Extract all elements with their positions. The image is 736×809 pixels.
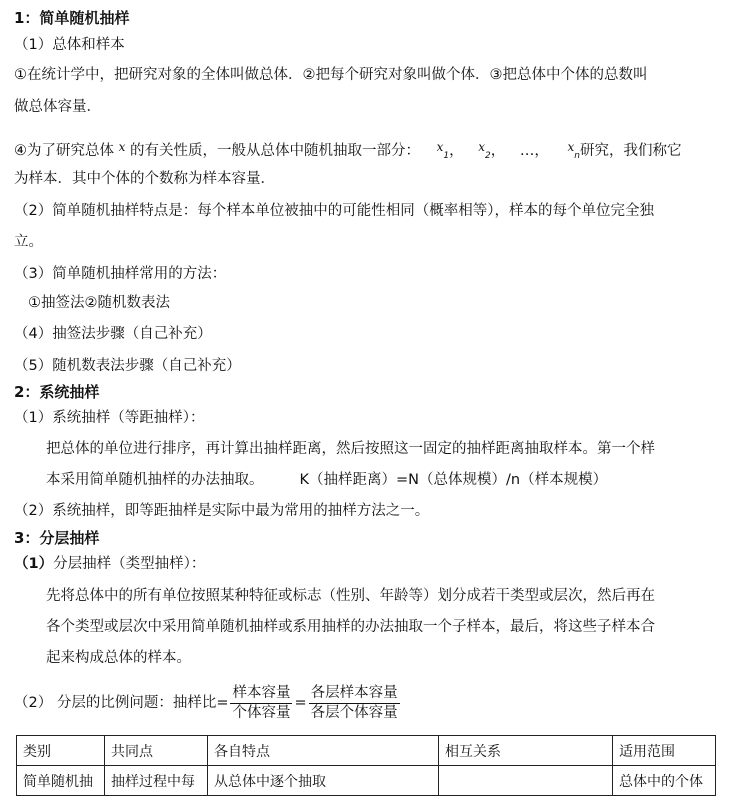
math-x: x [118, 140, 126, 154]
section-3-title: 3：分层抽样 [14, 529, 100, 547]
fraction-2-numerator: 各层样本容量 [309, 685, 400, 704]
sec1-random-table-steps: （5）随机数表法步骤（自己补充） [14, 358, 241, 374]
fraction-sample-ratio [230, 685, 292, 722]
sec1-feature-line-2: 立。 [14, 234, 43, 250]
sec1-feature-line-1: （2）简单随机抽样特点是：每个样本单位被抽中的可能性相同（概率相等），样本的每个单位完全独 [14, 203, 654, 219]
sec1-definition-line-2: 做总体容量． [14, 99, 101, 115]
sec3-proportion-formula [14, 683, 402, 723]
math-x1: x [436, 140, 444, 154]
sec3-description-line-2: 各个类型或层次中采用简单随机抽样或系用抽样的办法抽取一个子样本，最后，将这些子样本合 [46, 619, 655, 635]
math-ellipsis: …， [519, 143, 549, 159]
sec1-definition-line-1: ①在统计学中，把研究对象的全体叫做总体．②把每个研究对象叫做个体．③把总体中个体的总数叫 [14, 67, 648, 83]
fraction-1-denominator: 个体容量 [232, 704, 291, 721]
sec2-note: （2）系统抽样，即等距抽样是实际中最为常用的抽样方法之一。 [14, 503, 430, 519]
table-row [17, 766, 716, 796]
fraction-2-denominator: 各层个体容量 [310, 704, 398, 721]
math-sub-2: 2 [485, 151, 491, 161]
table-header-cell: 类别 [17, 736, 105, 766]
fraction-1-numerator: 样本容量 [230, 685, 292, 704]
table-header-row [17, 736, 716, 766]
table-cell: 总体中的个体 [613, 766, 716, 796]
sec1-population-sample-heading: （1）总体和样本 [14, 37, 125, 53]
sec3-heading-number: （1） [14, 556, 54, 572]
sec3-description-line-3: 起来构成总体的样本。 [46, 650, 191, 666]
formula-label: （2） 分层的比例问题：抽样比= [14, 695, 229, 711]
table-header-cell: 各自特点 [208, 736, 439, 766]
fraction-stratum-ratio [309, 685, 400, 722]
sec1-sample-definition-line-1: ④为了研究总体 $^x$ 的有关性质，一般从总体中随机抽取一部分： $^x_1$， $^x_2$， …， $^x_n$研究，我们称它 [14, 140, 682, 161]
sec3-stratified-heading [14, 554, 205, 574]
sec3-heading-text: 分层抽样（类型抽样）： [53, 556, 206, 572]
sec2-formula: K（抽样距离）=N（总体规模）/n（样本规模） [299, 472, 608, 488]
math-xn: x [567, 140, 575, 154]
p4-text-a: ④为了研究总体 [14, 143, 114, 159]
table-header-cell: 共同点 [105, 736, 208, 766]
math-sub-n: n [574, 151, 580, 161]
section-2-title: 2：系统抽样 [14, 383, 100, 401]
sec2-description-line-1: 把总体的单位进行排序，再计算出抽样距离，然后按照这一固定的抽样距离抽取样本。第一个样 [46, 441, 655, 457]
sec2-systematic-heading: （1）系统抽样（等距抽样）： [14, 410, 205, 426]
sec1-sample-definition-line-2: 为样本．其中个体的个数称为样本容量． [14, 171, 275, 187]
table-cell: 简单随机抽 [17, 766, 105, 796]
p4-text-c: 研究，我们称它 [579, 143, 682, 159]
section-1-title: 1：简单随机抽样 [14, 9, 130, 27]
table-cell: 从总体中逐个抽取 [208, 766, 439, 796]
sec2-description-line-2 [46, 470, 607, 490]
table-header-cell: 适用范围 [613, 736, 716, 766]
math-sub-1: 1 [443, 151, 450, 161]
p4-text-b: 的有关性质，一般从总体中随机抽取一部分： [130, 143, 420, 159]
sec1-methods-list: ①抽签法②随机数表法 [28, 295, 170, 311]
table-cell [439, 766, 613, 796]
sec3-description-line-1: 先将总体中的所有单位按照某种特征或标志（性别、年龄等）划分成若干类型或层次，然后再在 [46, 588, 655, 604]
table-header-cell: 相互关系 [439, 736, 613, 766]
table-cell: 抽样过程中每 [105, 766, 208, 796]
sec1-lottery-steps: （4）抽签法步骤（自己补充） [14, 326, 212, 342]
math-x2: x [478, 140, 486, 154]
sec1-methods-heading: （3）简单随机抽样常用的方法： [14, 266, 227, 282]
equals-sign: = [294, 695, 307, 711]
sampling-comparison-table [16, 735, 716, 796]
sec2-description-text: 本采用简单随机抽样的办法抽取。 [46, 472, 264, 488]
